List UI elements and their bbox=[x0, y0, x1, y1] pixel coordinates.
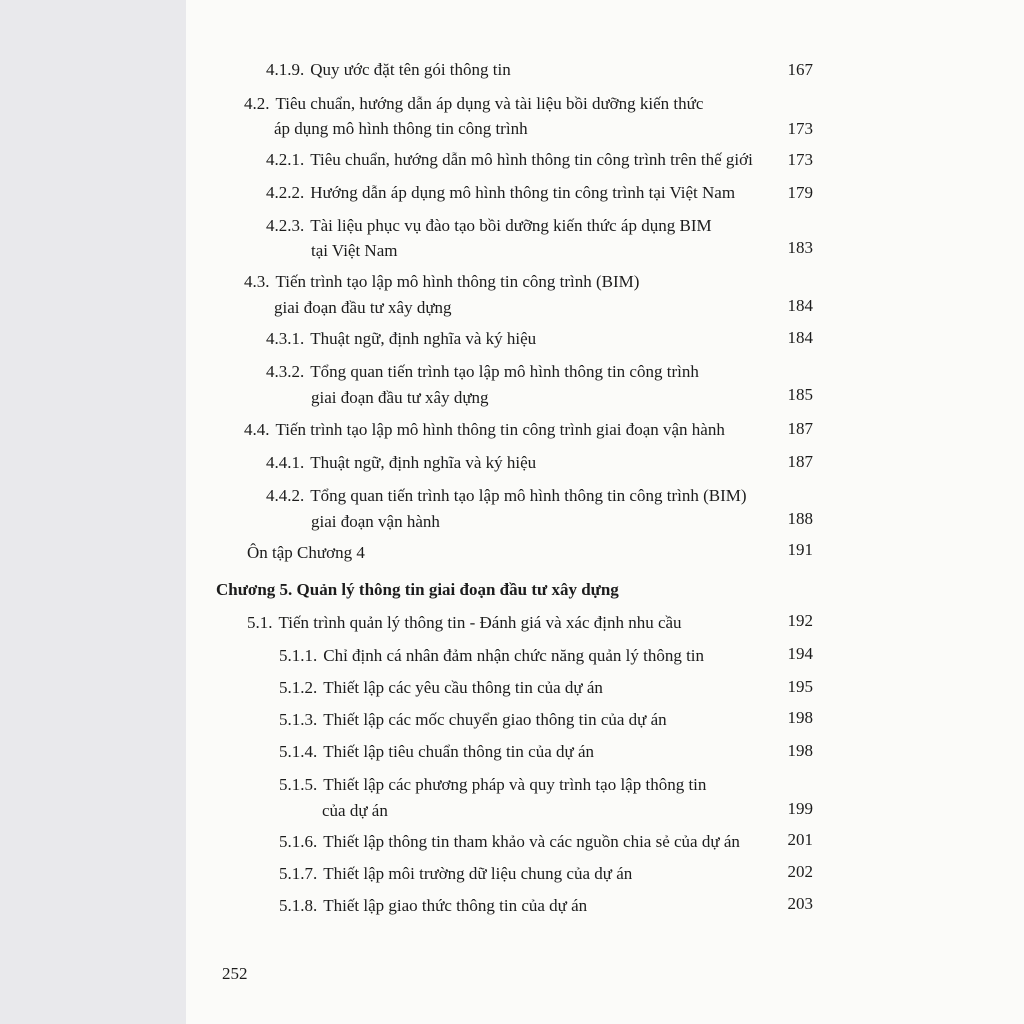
page-number: 173 bbox=[787, 150, 813, 169]
toc-entry-4-3-2 bbox=[266, 360, 699, 384]
section-title: Thiết lập tiêu chuẩn thông tin của dự án bbox=[323, 742, 594, 761]
section-title-continued: giai đoạn vận hành bbox=[311, 512, 440, 531]
section-number: 5.1.1. bbox=[279, 646, 318, 665]
section-number: 5.1.3. bbox=[279, 710, 318, 729]
toc-entry-4-4-2 bbox=[266, 484, 747, 508]
section-title: Thuật ngữ, định nghĩa và ký hiệu bbox=[310, 453, 537, 472]
toc-entry-5-1-1 bbox=[279, 644, 704, 668]
toc-entry-4-3-1 bbox=[266, 327, 536, 351]
section-number: 5.1.4. bbox=[279, 742, 318, 761]
page-number: 173 bbox=[787, 119, 813, 138]
section-number: 4.3. bbox=[244, 272, 270, 291]
section-number: 4.3.2. bbox=[266, 362, 305, 381]
section-title-continued: tại Việt Nam bbox=[311, 241, 398, 260]
toc-entry-4-2 bbox=[244, 92, 703, 116]
toc-entry-4-2-1 bbox=[266, 148, 753, 172]
section-number: 4.4.1. bbox=[266, 453, 305, 472]
toc-entry-5-1-5 bbox=[279, 773, 706, 797]
section-title: Tài liệu phục vụ đào tạo bồi dưỡng kiến thức áp dụng BIM bbox=[310, 216, 712, 235]
page-number: 184 bbox=[787, 296, 813, 315]
section-number: 4.2.3. bbox=[266, 216, 305, 235]
toc-entry-4-4 bbox=[244, 418, 725, 442]
section-title: Tiêu chuẩn, hướng dẫn mô hình thông tin công trình trên thế giới bbox=[310, 150, 753, 169]
section-title: Chỉ định cá nhân đảm nhận chức năng quản lý thông tin bbox=[323, 646, 705, 665]
page-number: 191 bbox=[787, 540, 813, 559]
toc-entry-4-4-1 bbox=[266, 451, 536, 475]
section-number: 4.4.2. bbox=[266, 486, 305, 505]
section-title: Thuật ngữ, định nghĩa và ký hiệu bbox=[310, 329, 537, 348]
section-number: 4.2.2. bbox=[266, 183, 305, 202]
toc-entry-5-1-4 bbox=[279, 740, 594, 764]
section-title-continued: giai đoạn đầu tư xây dựng bbox=[274, 298, 452, 317]
page-number: 202 bbox=[787, 862, 813, 881]
section-title: Ôn tập Chương 4 bbox=[247, 543, 365, 562]
section-number: 5.1.2. bbox=[279, 678, 318, 697]
page-number: 199 bbox=[787, 799, 813, 818]
section-number: 5.1. bbox=[247, 613, 273, 632]
page-number: 192 bbox=[787, 611, 813, 630]
section-title: Thiết lập giao thức thông tin của dự án bbox=[323, 896, 588, 915]
page-number: 201 bbox=[787, 830, 813, 849]
page-number: 183 bbox=[787, 238, 813, 257]
page-number: 187 bbox=[787, 452, 813, 471]
toc-entry-5-1-6 bbox=[279, 830, 740, 854]
section-number: 5.1.8. bbox=[279, 896, 318, 915]
page-number: 194 bbox=[787, 644, 813, 663]
toc-entry-5-1-2 bbox=[279, 676, 603, 700]
footer-page-number: 252 bbox=[222, 964, 248, 983]
page-number: 188 bbox=[787, 509, 813, 528]
section-title: Tổng quan tiến trình tạo lập mô hình thông tin công trình bbox=[310, 362, 699, 381]
section-title: Tổng quan tiến trình tạo lập mô hình thông tin công trình (BIM) bbox=[310, 486, 747, 505]
section-number: 4.1.9. bbox=[266, 60, 305, 79]
toc-entry-4-2-2 bbox=[266, 181, 735, 205]
toc-entry-5-1 bbox=[247, 611, 682, 635]
toc-entry-review-chapter-4 bbox=[247, 541, 365, 565]
section-title-continued: giai đoạn đầu tư xây dựng bbox=[311, 388, 489, 407]
toc-entry-5-1-3 bbox=[279, 708, 667, 732]
section-title: Tiến trình tạo lập mô hình thông tin công trình giai đoạn vận hành bbox=[275, 420, 725, 439]
section-title-continued: của dự án bbox=[322, 801, 388, 820]
toc-entry-4-2-3 bbox=[266, 214, 712, 238]
page-number: 184 bbox=[787, 328, 813, 347]
page-number: 203 bbox=[787, 894, 813, 913]
chapter-heading bbox=[216, 578, 619, 602]
toc-entry-4-1-9 bbox=[266, 58, 511, 82]
page-number: 185 bbox=[787, 385, 813, 404]
section-number: 5.1.6. bbox=[279, 832, 318, 851]
section-title-continued: áp dụng mô hình thông tin công trình bbox=[274, 119, 528, 138]
toc-entry-5-1-8 bbox=[279, 894, 587, 918]
section-number: 4.2. bbox=[244, 94, 270, 113]
section-title: Thiết lập môi trường dữ liệu chung của dự án bbox=[323, 864, 633, 883]
section-number: 5.1.5. bbox=[279, 775, 318, 794]
section-title: Tiến trình tạo lập mô hình thông tin công trình (BIM) bbox=[275, 272, 640, 291]
section-title: Thiết lập thông tin tham khảo và các nguồn chia sẻ của dự án bbox=[323, 832, 740, 851]
chapter-title: Chương 5. Quản lý thông tin giai đoạn đầu tư xây dựng bbox=[216, 580, 619, 599]
page-number: 198 bbox=[787, 741, 813, 760]
section-number: 4.4. bbox=[244, 420, 270, 439]
toc-entry-4-3 bbox=[244, 270, 639, 294]
page-number: 167 bbox=[787, 60, 813, 79]
section-title: Thiết lập các phương pháp và quy trình tạo lập thông tin bbox=[323, 775, 707, 794]
page-number: 195 bbox=[787, 677, 813, 696]
section-title: Thiết lập các mốc chuyển giao thông tin của dự án bbox=[323, 710, 667, 729]
section-number: 4.3.1. bbox=[266, 329, 305, 348]
section-number: 5.1.7. bbox=[279, 864, 318, 883]
section-title: Hướng dẫn áp dụng mô hình thông tin công trình tại Việt Nam bbox=[310, 183, 736, 202]
section-title: Tiêu chuẩn, hướng dẫn áp dụng và tài liệu bồi dưỡng kiến thức bbox=[275, 94, 704, 113]
section-title: Thiết lập các yêu cầu thông tin của dự án bbox=[323, 678, 603, 697]
section-number: 4.2.1. bbox=[266, 150, 305, 169]
toc-entry-5-1-7 bbox=[279, 862, 632, 886]
page-number: 187 bbox=[787, 419, 813, 438]
section-title: Quy ước đặt tên gói thông tin bbox=[310, 60, 511, 79]
page-number: 179 bbox=[787, 183, 813, 202]
page-number: 198 bbox=[787, 708, 813, 727]
section-title: Tiến trình quản lý thông tin - Đánh giá và xác định nhu cầu bbox=[278, 613, 682, 632]
